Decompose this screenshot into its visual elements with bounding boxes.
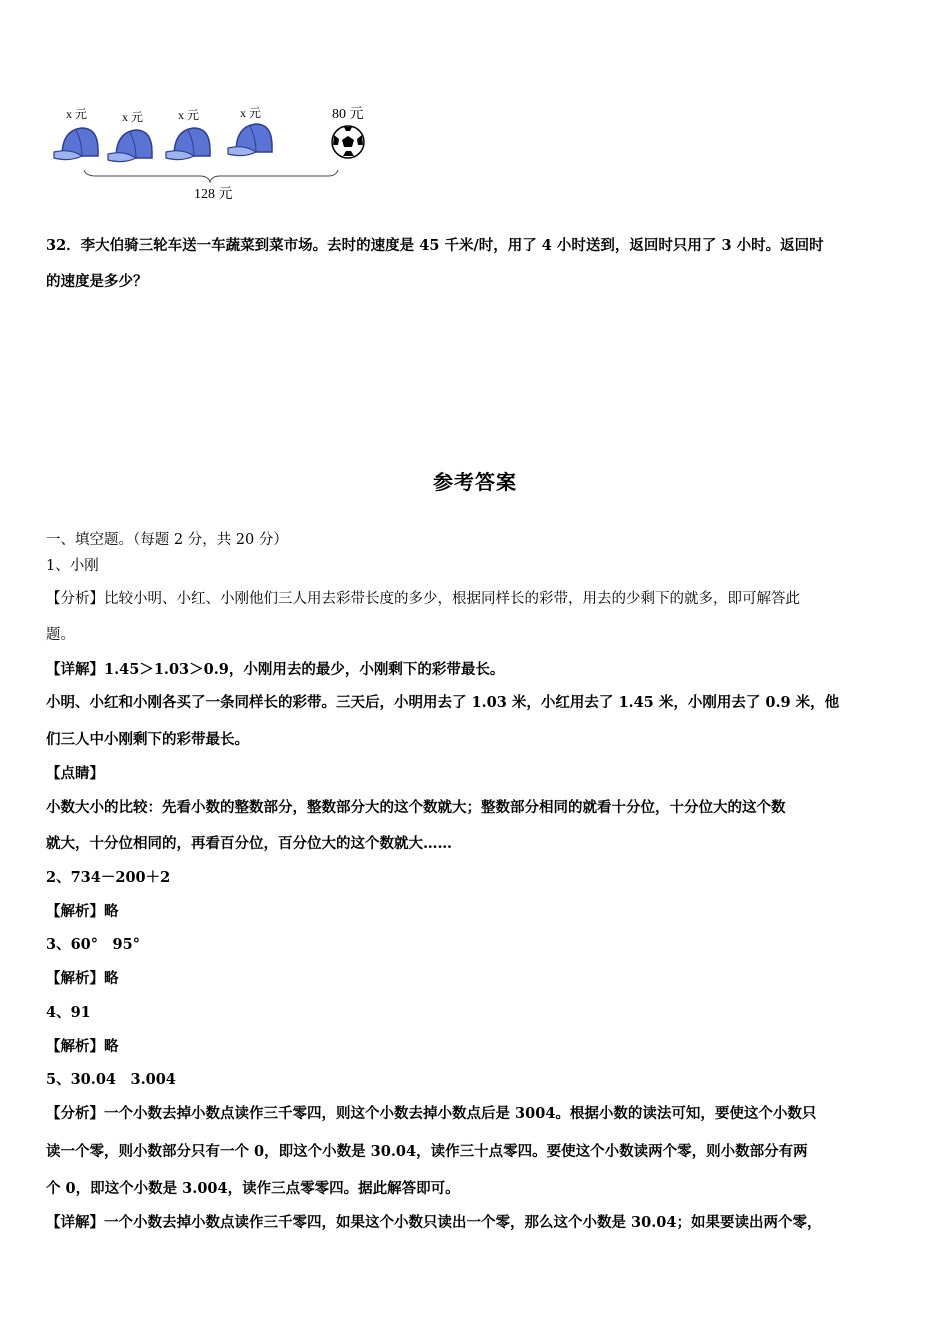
question-32-line-2: 的速度是多少？: [46, 273, 148, 290]
answer-1-analysis-line-2: 题。: [46, 627, 75, 643]
cap-label-2: x 元: [122, 110, 144, 124]
brace-line: [84, 170, 338, 182]
ball-label: 80 元: [332, 107, 364, 122]
answer-2: 2、734－200＋2: [46, 869, 171, 886]
answer-3: 3、60° 95°: [46, 936, 140, 953]
cap-label-3: x 元: [178, 108, 200, 122]
answer-5-analysis-line-1: 【分析】一个小数去掉小数点读作三千零四，则这个小数去掉小数点后是 3004。根据小数的读法可知，要使这个小数只: [46, 1105, 817, 1122]
football-icon: [332, 126, 364, 158]
cap-label-1: x 元: [66, 107, 88, 121]
cap-icon: [54, 128, 98, 160]
answer-5-analysis-line-2: 读一个零，则小数部分只有一个 0，即这个小数是 30.04，读作三十点零四。要使这个小数读两个零，则小数部分有两: [46, 1143, 808, 1160]
cap-icon: [228, 124, 272, 156]
cap-label-4: x 元: [240, 106, 262, 120]
answer-5-analysis-line-3: 个 0，即这个小数是 3.004，读作三点零零四。据此解答即可。: [46, 1180, 460, 1197]
question-32-line-1: 32．李大伯骑三轮车送一车蔬菜到菜市场。去时的速度是 45 千米/时，用了 4 小时送到，返回时只用了 3 小时。返回时: [46, 237, 824, 254]
caps-and-ball-figure: [40, 98, 400, 208]
answer-2-analysis: 【解析】略: [46, 903, 119, 920]
answer-1: 1、小刚: [46, 558, 99, 574]
answer-4: 4、91: [46, 1004, 91, 1021]
section-heading: 一、填空题。（每题 2 分，共 20 分）: [46, 532, 288, 548]
answer-4-analysis: 【解析】略: [46, 1038, 119, 1055]
answer-5: 5、30.04 3.004: [46, 1071, 176, 1088]
answer-1-point: 【点睛】: [46, 765, 104, 782]
answer-1-detail-line-1: 小明、小红和小刚各买了一条同样长的彩带。三天后，小明用去了 1.03 米，小红用去了 1.45 米，小刚用去了 0.9 米，他: [46, 694, 840, 711]
answer-1-analysis-line-1: 【分析】比较小明、小红、小刚他们三人用去彩带长度的多少，根据同样长的彩带，用去的少剩下的就多，即可解答此: [46, 591, 800, 607]
cap-icon: [108, 130, 152, 162]
answer-3-analysis: 【解析】略: [46, 970, 119, 987]
figure-svg: [40, 98, 400, 208]
page-title: 参考答案: [433, 470, 517, 494]
answer-1-detail: 【详解】1.45＞1.03＞0.9，小刚用去的最少，小刚剩下的彩带最长。: [46, 661, 505, 678]
answer-1-detail-line-2: 们三人中小刚剩下的彩带最长。: [46, 731, 249, 748]
answer-5-detail-line-1: 【详解】一个小数去掉小数点读作三千零四，如果这个小数只读出一个零，那么这个小数是 30.04；如果要读出两个零，: [46, 1214, 822, 1231]
answer-1-point-line-1: 小数大小的比较：先看小数的整数部分，整数部分大的这个数就大；整数部分相同的就看十分位，十分位大的这个数: [46, 799, 786, 816]
total-label: 128 元: [194, 187, 233, 202]
answer-1-point-line-2: 就大，十分位相同的，再看百分位，百分位大的这个数就大……: [46, 835, 452, 852]
cap-icon: [166, 128, 210, 160]
